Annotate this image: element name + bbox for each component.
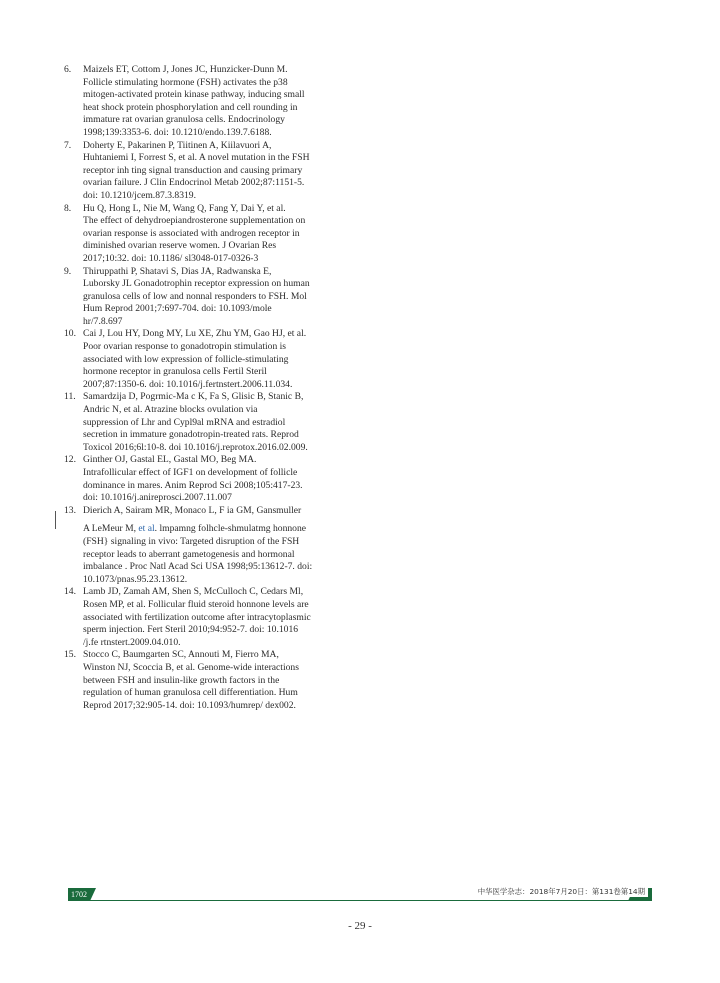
- reference-item: [64, 391, 354, 454]
- reference-list: [64, 64, 354, 712]
- reference-line: imbalance . Proc Natl Acad Sci USA 1998;95:13612-7. doi:: [83, 561, 313, 573]
- reference-number: 6.: [64, 64, 72, 75]
- reference-line: Rosen MP, et al. Follicular fluid steroid honnone levels are: [83, 598, 309, 610]
- reference-line: granulosa cells of low and nonnal responders to FSH. Mol: [83, 290, 307, 302]
- reference-line: Stocco C, Baumgarten SC, Annouti M, Fierro MA,: [83, 649, 279, 661]
- reference-item: [64, 203, 354, 266]
- reference-line: immature rat ovarian granulosa cells. Endocrinology: [83, 114, 285, 126]
- reference-line: Maizels ET, Cottom J, Jones JC, Hunzicker-Dunn M.: [83, 64, 288, 75]
- reference-number: 9.: [64, 265, 72, 277]
- reference-line: Hu Q, Hong L, Nie M, Wang Q, Fang Y, Dai Y, et al.: [83, 202, 286, 214]
- reference-line: The effect of dehydroepiandrosterone supplementation on: [83, 215, 306, 227]
- reference-item: [64, 140, 354, 203]
- reference-line: Thiruppathi P, Shatavi S, Dias JA, Radwanska E,: [83, 265, 272, 277]
- reference-line: 2007;87:1350-6. doi: 10.1016/j.fertnstert.2006.11.034.: [83, 378, 293, 390]
- reference-line: dominance in mares. Anim Reprod Sci 2008;105:417-23.: [83, 479, 303, 491]
- reference-line: Samardzija D, Pogrmic-Ma c K, Fa S, Glisic B, Stanic B,: [83, 391, 304, 403]
- reference-number: 12.: [64, 454, 76, 466]
- reference-number: 8.: [64, 202, 72, 214]
- reference-line: receptor inh ting signal transduction and causing primary: [83, 164, 303, 176]
- reference-line: secretion in immature gonadotropin-treated rats. Reprod: [83, 429, 299, 441]
- reference-line: (FSH} signaling in vivo: Targeted disruption of the FSH: [83, 535, 300, 547]
- reference-line: /j.fe rtnstert.2009.04.010.: [83, 636, 181, 648]
- text-cursor-mark: [55, 511, 56, 529]
- reference-line: regulation of human granulosa cell differentiation. Hum: [83, 687, 298, 699]
- journal-citation: 中华医学杂志：2018年7月20日：第131卷第14期: [475, 886, 648, 897]
- reference-line: doi: 10.1016/j.anireprosci.2007.11.007: [83, 492, 232, 504]
- reference-line: Reprod 2017;32:905-14. doi: 10.1093/humrep/ dex002.: [83, 699, 296, 711]
- reference-line: Luborsky JL Gonadotrophin receptor expression on human: [83, 278, 310, 290]
- reference-item: [64, 64, 354, 140]
- reference-item: [64, 586, 354, 649]
- reference-number: 11.: [64, 391, 76, 403]
- reference-line: [83, 523, 354, 536]
- reference-item: [64, 505, 354, 518]
- reference-line: Winston NJ, Scoccia B, et al. Genome-wide interactions: [83, 661, 299, 673]
- et-al-link[interactable]: et al: [138, 523, 155, 535]
- reference-number: 14.: [64, 586, 76, 598]
- reference-number: 10.: [64, 328, 76, 340]
- reference-line: between FSH and insulin-like growth factors in the: [83, 674, 280, 686]
- reference-line: Andric N, et al. Atrazine blocks ovulation via: [83, 404, 258, 416]
- reference-text: . lmpamng folhcle-shmulatmg honnone: [154, 523, 307, 535]
- reference-line: suppression of Lhr and Cypl9al mRNA and estradiol: [83, 416, 286, 428]
- reference-line: Hum Reprod 2001;7:697-704. doi: 10.1093/mole: [83, 303, 272, 315]
- reference-line: doi: 10.1210/jcem.87.3.8319.: [83, 189, 196, 201]
- journal-page-number: 1702: [71, 890, 87, 899]
- reference-line: Toxicol 2016;6l:10-8. doi 10.1016/j.reprotox.2016.02.009.: [83, 441, 308, 453]
- reference-line: ovarian response is associated with androgen receptor in: [83, 227, 300, 239]
- reference-line: Dierich A, Sairam MR, Monaco L, F ia GM, Gansmuller: [83, 504, 302, 516]
- reference-text: A LeMeur M,: [83, 523, 139, 535]
- reference-line: 10.1073/pnas.95.23.13612.: [83, 573, 188, 585]
- reference-line: hormone receptor in granulosa cells Fertil Steril: [83, 366, 267, 378]
- reference-line: Lamb JD, Zamah AM, Shen S, McCulloch C, Cedars Ml,: [83, 586, 304, 598]
- reference-line: diminished ovarian reserve women. J Ovarian Res: [83, 240, 277, 252]
- reference-number: 13.: [64, 504, 76, 516]
- reference-line: Cai J, Lou HY, Dong MY, Lu XE, Zhu YM, Gao HJ, et al.: [83, 328, 307, 340]
- reference-line: 2017;10:32. doi: 10.1186/ sl3048-017-0326-3: [83, 252, 259, 264]
- reference-line: Doherty E, Pakarinen P, Tiitinen A, Kiilavuori A,: [83, 139, 272, 151]
- reference-line: sperm injection. Fert Steril 2010;94:952-7. doi: 10.1016: [83, 624, 299, 636]
- reference-line: receptor leads to aberrant gametogenesis and hormonal: [83, 548, 295, 560]
- reference-number: 7.: [64, 139, 72, 151]
- reference-item: [64, 328, 354, 391]
- reference-line: hr/7.8.697: [83, 315, 123, 327]
- reference-line: Intrafollicular effect of IGF1 on development of follicle: [83, 467, 298, 478]
- reference-item-continued: [64, 523, 354, 586]
- reference-line: Ginther OJ, Gastal EL, Gastal MO, Beg MA.: [83, 454, 257, 466]
- reference-item: [64, 266, 354, 329]
- reference-item: [64, 649, 354, 712]
- reference-line: heat shock protein phosphorylation and cell rounding in: [83, 101, 298, 113]
- reference-line: Huhtaniemi I, Forrest S, et al. A novel mutation in the FSH: [83, 152, 310, 164]
- reference-line: mitogen-activated protein kinase pathway, inducing small: [83, 89, 305, 101]
- reference-line: associated with low expression of follicle-stimulating: [83, 353, 289, 365]
- page-number: - 29 -: [348, 920, 372, 932]
- reference-line: ovarian failure. J Clin Endocrinol Metab 2002;87:1151-5.: [83, 177, 305, 189]
- reference-line: associated with fertilization outcome after intracytoplasmic: [83, 611, 311, 623]
- reference-number: 15.: [64, 649, 76, 661]
- reference-line: 1998;139:3353-6. doi: 10.1210/endo.139.7.6188.: [83, 126, 272, 138]
- reference-line: Follicle stimulating hormone (FSH) activates the p38: [83, 76, 288, 88]
- reference-item: [64, 454, 354, 504]
- reference-line: Poor ovarian response to gonadotropin stimulation is: [83, 341, 287, 353]
